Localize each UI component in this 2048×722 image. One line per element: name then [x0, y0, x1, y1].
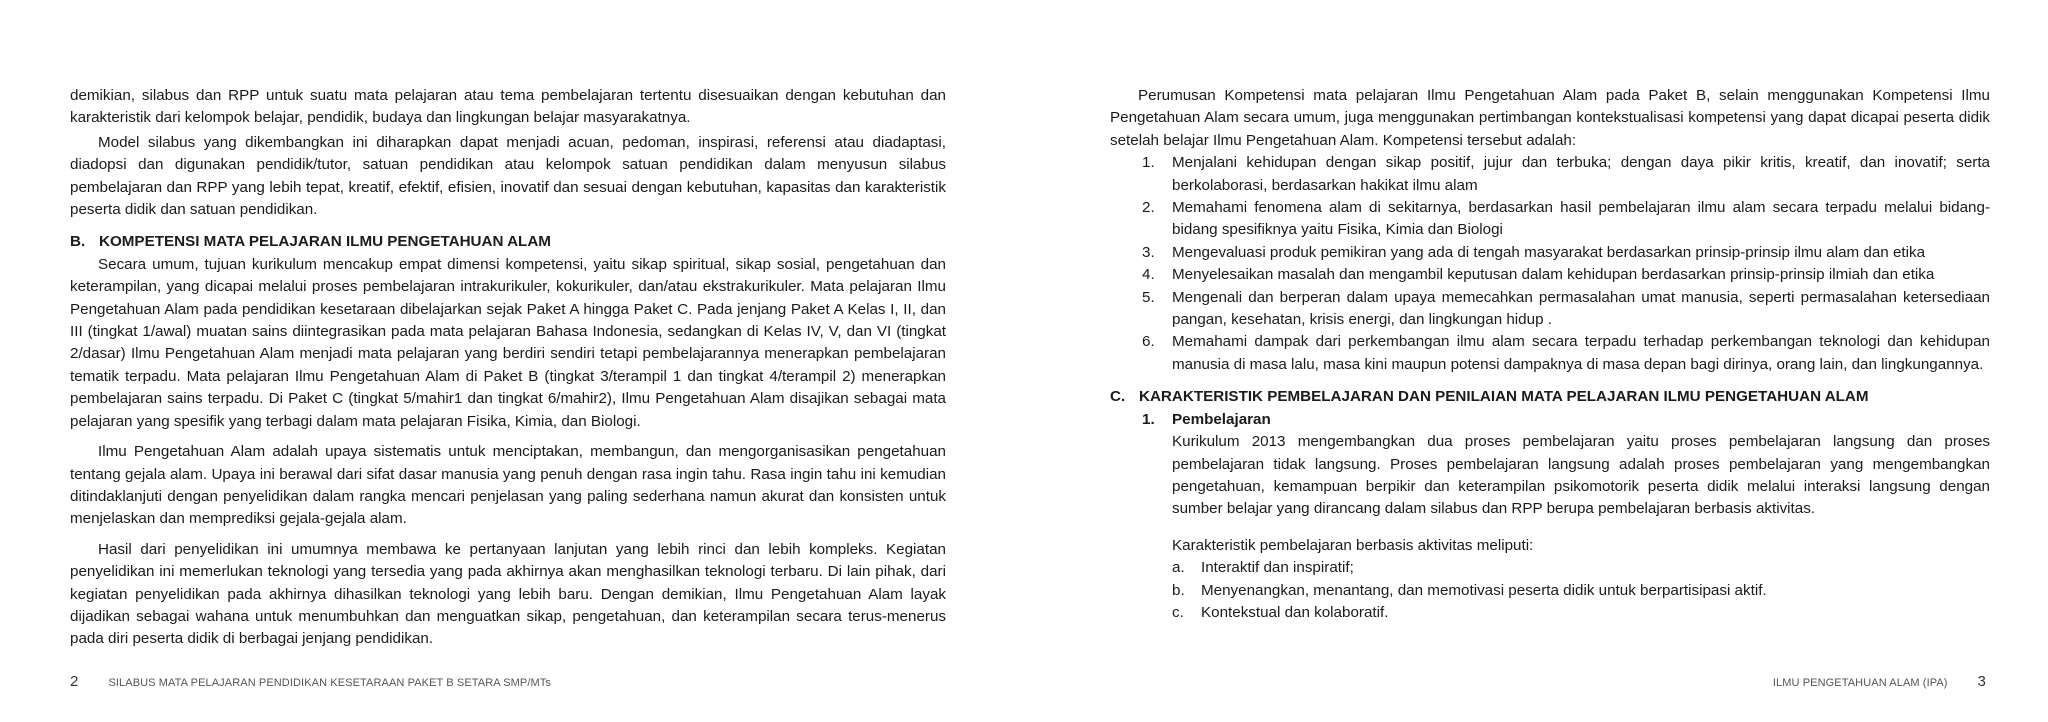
list-text: Menyelesaikan masalah dan mengambil keputusan dalam kehidupan berdasarkan prinsip-prinsip ilmiah dan etika: [1172, 266, 1935, 284]
page-number: 3: [1977, 673, 1986, 690]
competency-list: [1110, 152, 1990, 376]
list-text: Mengevaluasi produk pemikiran yang ada di tengah masyarakat berdasarkan prinsip-prinsip ilmu alam dan etika: [1172, 243, 1926, 261]
list-number: 2.: [1142, 199, 1155, 217]
section-letter: C.: [1110, 388, 1126, 406]
list-text: Menjalani kehidupan dengan sikap positif, jujur dan terbuka; dengan daya pikir kritis, kreatif, dan inovatif; serta berkolaborasi, berdasarkan hakikat ilmu alam: [1172, 154, 1990, 194]
list-item: [1172, 557, 1990, 579]
list-text: Memahami dampak dari perkembangan ilmu alam secara terpadu terhadap perkembangan teknologi dan kehidupan manusia di masa lalu, masa kini maupun potensi dampaknya di masa depan bagi dirinya, orang lain, dan lingkungannya.: [1172, 333, 1990, 373]
list-number: 5.: [1142, 288, 1155, 306]
paragraph: Model silabus yang dikembangkan ini diharapkan dapat menjadi acuan, pedoman, inspirasi, referensi atau diadaptasi, diadopsi dan digunakan pendidik/tutor, satuan pendidikan atau kelompok satuan pendidikan dalam menyusun silabus pembelajaran dan RPP yang lebih tepat, kreatif, efektif, efisien, inovatif dan sesuai dengan kebutuhan, kapasitas dan karakteristik peserta didik dan satuan pendidikan.: [70, 133, 946, 219]
section-letter: B.: [70, 233, 86, 251]
list-text: Memahami fenomena alam di sekitarnya, berdasarkan hasil pembelajaran ilmu alam secara terpadu melalui bidang-bidang spesifiknya yaitu Fisika, Kimia dan Biologi: [1172, 199, 1990, 239]
characteristics-list: [1110, 557, 1990, 624]
paragraph: Perumusan Kompetensi mata pelajaran Ilmu Pengetahuan Alam pada Paket B, selain menggunakan Kompetensi Ilmu Pengetahuan Alam secara umum, juga menggunakan pertimbangan kontekstualisasi kompetensi yang dapat dicapai peserta didik setelah belajar Ilmu Pengetahuan Alam. Kompetensi tersebut adalah:: [1110, 87, 1990, 149]
paragraph: Karakteristik pembelajaran berbasis aktivitas meliputi:: [1172, 536, 1534, 554]
paragraph: demikian, silabus dan RPP untuk suatu mata pelajaran atau tema pembelajaran tertentu disesuaikan dengan kebutuhan dan karakteristik dari kelompok belajar, pendidik, budaya dan lingkungan belajar masyarakatnya.: [70, 87, 946, 127]
list-text: Interaktif dan inspiratif;: [1201, 559, 1354, 577]
section-title: KARAKTERISTIK PEMBELAJARAN DAN PENILAIAN MATA PELAJARAN ILMU PENGETAHUAN ALAM: [1139, 388, 1869, 406]
list-letter: b.: [1172, 581, 1185, 599]
list-item: [1110, 242, 1990, 264]
running-footer-title: ILMU PENGETAHUAN ALAM (IPA): [1772, 677, 1948, 689]
right-page: [1110, 85, 1990, 624]
subsection-number: 1.: [1142, 410, 1155, 428]
list-number: 3.: [1142, 243, 1155, 261]
paragraph: Hasil dari penyelidikan ini umumnya membawa ke pertanyaan lanjutan yang lebih rinci dan lebih kompleks. Kegiatan penyelidikan ini memerlukan teknologi yang tersedia yang pada akhirnya akan menghasilkan teknologi terbaru. Di lain pihak, dari kegiatan penyelidikan pada akhirnya dihasilkan teknologi yang lebih baru. Dengan demikian, Ilmu Pengetahuan Alam layak dijadikan sebagai wahana untuk menumbuhkan dan menguatkan sikap, pengetahuan, dan keterampilan secara terus-menerus pada diri peserta didik di berbagai jenjang pendidikan.: [70, 540, 946, 648]
list-item: [1110, 152, 1990, 197]
subsection-body: [1110, 431, 1990, 557]
list-item: [1110, 264, 1990, 286]
list-letter: a.: [1172, 559, 1185, 577]
list-item: [1110, 287, 1990, 332]
page-number: 2: [70, 673, 79, 690]
list-item: [1172, 602, 1990, 624]
section-heading-b: [70, 231, 946, 253]
list-number: 1.: [1142, 154, 1155, 172]
list-letter: c.: [1172, 603, 1184, 621]
running-footer-title: SILABUS MATA PELAJARAN PENDIDIKAN KESETARAAN PAKET B SETARA SMP/MTs: [108, 677, 551, 689]
list-text: Kontekstual dan kolaboratif.: [1201, 603, 1389, 621]
paragraph: Ilmu Pengetahuan Alam adalah upaya sistematis untuk menciptakan, membangun, dan mengorganisasikan pengetahuan tentang gejala alam. Upaya ini berawal dari sifat dasar manusia yang penuh dengan rasa ingin tahu. Rasa ingin tahu ini kemudian ditindaklanjuti dengan penyelidikan dalam rangka mencari penjelasan yang paling sederhana namun akurat dan konsisten untuk menjelaskan dan memprediksi gejala-gejala alam.: [70, 443, 946, 528]
left-page-footer: [70, 673, 551, 690]
paragraph: Kurikulum 2013 mengembangkan dua proses pembelajaran yaitu proses pembelajaran langsung dan proses pembelajaran tidak langsung. Proses pembelajaran langsung adalah proses pembelajaran yang mengembangkan pengetahuan, kemampuan berpikir dan keterampilan psikomotorik peserta didik melalui interaksi langsung dengan sumber belajar yang dirancang dalam silabus dan RPP berupa pembelajaran berbasis aktivitas.: [1172, 433, 1990, 518]
list-text: Mengenali dan berperan dalam upaya memecahkan permasalahan umat manusia, seperti permasalahan ketersediaan pangan, kesehatan, krisis energi, dan lingkungan hidup .: [1172, 288, 1990, 329]
list-text: Menyenangkan, menantang, dan memotivasi peserta didik untuk berpartisipasi aktif.: [1201, 581, 1767, 599]
list-item: [1110, 331, 1990, 376]
list-item: [1110, 197, 1990, 242]
list-item: [1172, 580, 1990, 602]
list-number: 6.: [1142, 333, 1155, 351]
subsection-heading: [1110, 409, 1990, 431]
left-page: [70, 85, 946, 651]
list-number: 4.: [1142, 266, 1155, 284]
subsection-title: Pembelajaran: [1172, 410, 1271, 428]
paragraph: Secara umum, tujuan kurikulum mencakup empat dimensi kompetensi, yaitu sikap spiritual, sikap sosial, pengetahuan dan keterampilan, yang dicapai melalui proses pembelajaran intrakurikuler, kokurikuler, dan/atau ekstrakurikuler. Mata pelajaran Ilmu Pengetahuan Alam pada pendidikan kesetaraan dibelajarkan sejak Paket A hingga Paket C. Pada jenjang Paket A Kelas I, II, dan III (tingkat 1/awal) muatan sains diintegrasikan pada mata pelajaran Bahasa Indonesia, sedangkan di Kelas IV, V, dan VI (tingkat 2/dasar) Ilmu Pengetahuan Alam menjadi mata pelajaran yang berdiri sendiri tetapi pembelajarannya menerapkan pembelajaran tematik terpadu. Mata pelajaran Ilmu Pengetahuan Alam di Paket B (tingkat 3/terampil 1 dan tingkat 4/terampil 2) menerapkan pembelajaran sains terpadu. Di Paket C (tingkat 5/mahir1 dan tingkat 6/mahir2), Ilmu Pengetahuan Alam disajikan sebagai mata pelajaran yang spesifik yang terbagi dalam mata pelajaran Fisika, Kimia, dan Biologi.: [70, 255, 946, 430]
right-page-footer: [1773, 673, 1986, 690]
section-title: KOMPETENSI MATA PELAJARAN ILMU PENGETAHUAN ALAM: [99, 233, 551, 251]
section-heading-c: [1110, 386, 1990, 408]
